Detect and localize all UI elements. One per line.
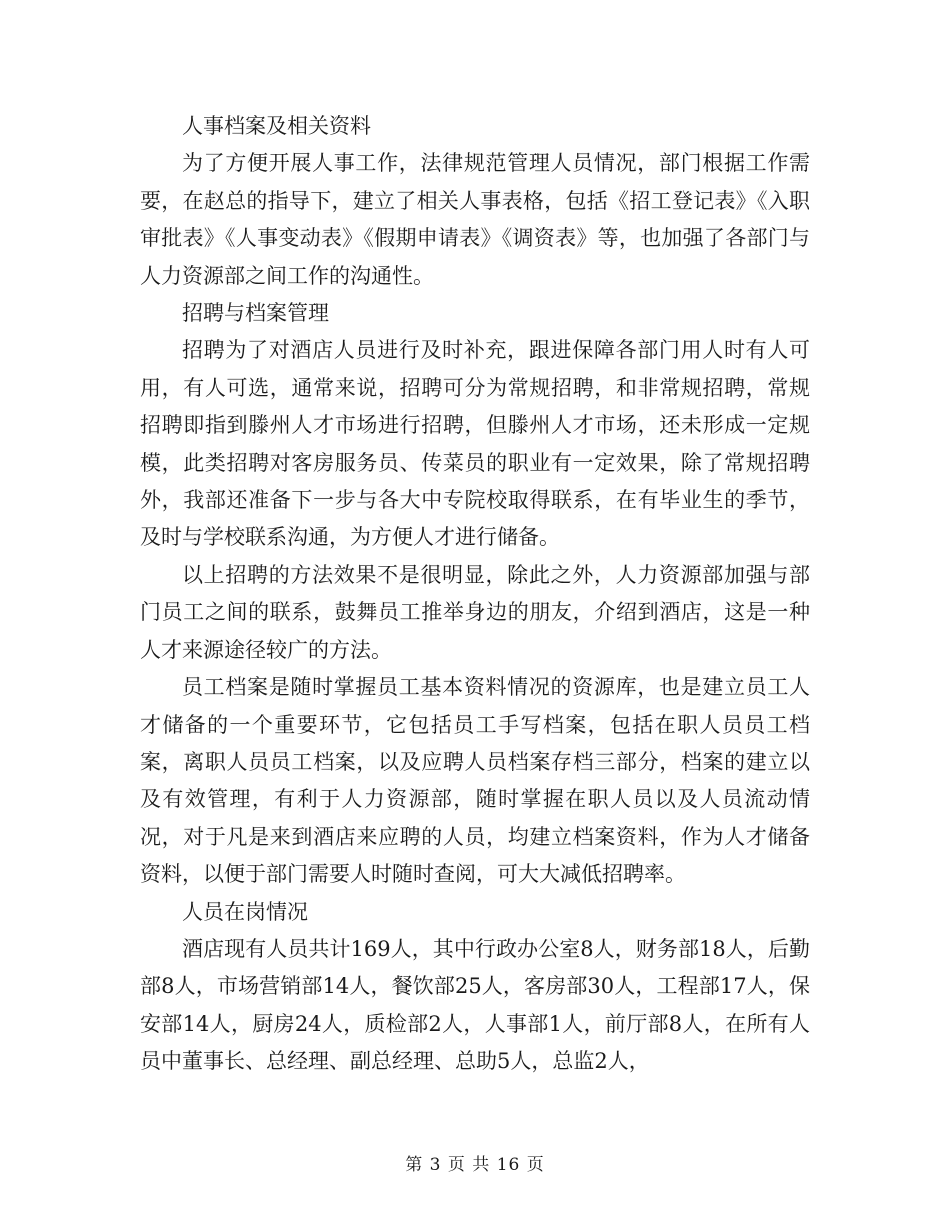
heading-recruitment-files: 招聘与档案管理 — [182, 301, 329, 326]
heading-personnel-files: 人事档案及相关资料 — [182, 114, 371, 138]
document-body — [140, 108, 810, 1081]
page-number-footer: 第 3 页 共 16 页 — [405, 1155, 545, 1175]
paragraph-recruitment: 招聘为了对酒店人员进行及时补充，跟进保障各部门用人时有人可用，有人可选，通常来说，招聘可分为常规招聘，和非常规招聘，常规招聘即指到滕州人才市场进行招聘，但滕州人才市场，还未形成一定规模，此类招聘对客房服务员、传菜员的职业有一定效果，除了常规招聘外，我部还准备下一步与各大中专院校取得联系，在有毕业生的季节，及时与学校联系沟通，为方便人才进行储备。 — [140, 338, 810, 550]
heading-staff-status: 人员在岗情况 — [182, 899, 308, 924]
paragraph-staff-count: 酒店现有人员共计169人，其中行政办公室8人，财务部18人，后勤部8人，市场营销部14人，餐饮部25人，客房部30人，工程部17人，保安部14人，厨房24人，质检部2人，人事部1人，前厅部8人，在所有人员中董事长、总经理、副总经理、总助5人，总监2人， — [140, 936, 810, 1074]
paragraph-recruitment-methods: 以上招聘的方法效果不是很明显，除此之外，人力资源部加强与部门员工之间的联系，鼓舞员工推举身边的朋友，介绍到酒店，这是一种人才来源途径较广的方法。 — [140, 562, 810, 662]
paragraph-personnel-forms: 为了方便开展人事工作，法律规范管理人员情况，部门根据工作需要，在赵总的指导下，建立了相关人事表格，包括《招工登记表》《入职审批表》《人事变动表》《假期申请表》《调资表》等，也加强了各部门与人力资源部之间工作的沟通性。 — [140, 151, 810, 288]
paragraph-employee-files: 员工档案是随时掌握员工基本资料情况的资源库，也是建立员工人才储备的一个重要环节，它包括员工手写档案，包括在职人员员工档案，离职人员员工档案，以及应聘人员档案存档三部分，档案的建立以及有效管理，有利于人力资源部，随时掌握在职人员以及人员流动情况，对于凡是来到酒店来应聘的人员，均建立档案资料，作为人才储备资料，以便于部门需要人时随时查阅，可大大减低招聘率。 — [140, 675, 810, 887]
